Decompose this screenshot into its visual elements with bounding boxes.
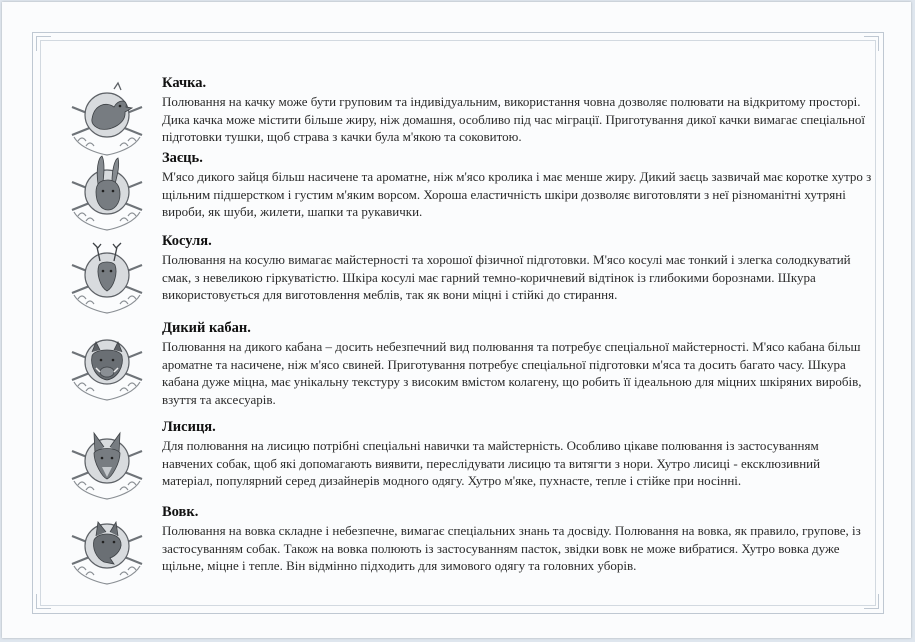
- entry-title: Заєць.: [162, 150, 203, 166]
- fox-emblem-icon: [62, 421, 152, 501]
- roe-deer-emblem-icon: [62, 235, 152, 315]
- entry-description: Полювання на косулю вимагає майстерності та хорошої фізичної підготовки. М'ясо косулі має тонкий і злегка солодкуватий смак, з невеликою гіркуватістю. Шкіра косулі має гарний темно-коричневий відтінок із глибокими борознами. Шкура використовується для виготовлення меблів, так як вони міцні і стійкі до стирання.: [162, 252, 851, 302]
- entry-title: Качка.: [162, 75, 207, 91]
- frame-corner-ornament: [864, 594, 879, 609]
- entry-title: Вовк.: [162, 504, 199, 520]
- entry-description: Для полювання на лисицю потрібні спеціальні навички та майстерність. Особливо цікаве полювання із застосуванням навчених собак, щоб які допомагають виявити, переслідувати лисицю та витягти з нори. Хутро лисиці - ексклюзивний матеріал, популярний серед дизайнерів модного одягу. Хутро м'яке, пухнасте, тепле і стійке при носінні.: [162, 438, 821, 488]
- entry-description: Полювання на вовка складне і небезпечне, вимагає спеціальних знань та досвіду. Полювання на вовка, як правило, групове, із застосуванням собак. Також на вовка полюють із застосуванням пасток, звідки вовк не може вибратися. Хутро вовка дуже щільне, міцне і тепле. Він відмінно підходить для зимового одягу та головних уборів.: [162, 523, 861, 573]
- entry-description: М'ясо дикого зайця більш насичене та ароматне, ніж м'ясо кролика і має менше жиру. Дикий заєць зазвичай має коротке хутро з щільним підшерстком і густим м'яким ворсом. Хороша еластичність шкіри дозволяє виготовляти з неї різноманітні хутряні вироби, як шуби, жилети, шапки та рукавички.: [162, 169, 872, 219]
- boar-emblem-icon: [62, 322, 152, 402]
- frame-corner-ornament: [36, 36, 51, 51]
- entry-title: Дикий кабан.: [162, 320, 251, 336]
- duck-emblem-icon: [62, 77, 152, 157]
- entry-description: Полювання на дикого кабана – досить небезпечний вид полювання та потребує спеціальної майстерності. М'ясо кабана більш ароматне та насичене, ніж м'ясо свиней. Приготування потребує спеціальної підготовки м'яса та досить багато часу. Шкура кабана дуже міцна, має унікальну текстуру з високим вмістом колагену, що робить її ідеальною для міцних шкіряних виробів, взуття та аксесуарів.: [162, 339, 862, 407]
- entry-title: Лисиця.: [162, 419, 216, 435]
- hare-emblem-icon: [62, 152, 152, 232]
- entry-description: Полювання на качку може бути груповим та індивідуальним, використання човна дозволяє полювати на відкритому просторі. Дика качка може містити більше жиру, ніж домашня, особливо під час міграції. Приготування дикої качки вимагає спеціальної підготовки тушки, щоб страва з качки була м'якою та соковитою.: [162, 94, 866, 144]
- wolf-emblem-icon: [62, 506, 152, 586]
- paper-sheet: [2, 2, 911, 638]
- frame-corner-ornament: [36, 594, 51, 609]
- entry-title: Косуля.: [162, 233, 212, 249]
- frame-corner-ornament: [864, 36, 879, 51]
